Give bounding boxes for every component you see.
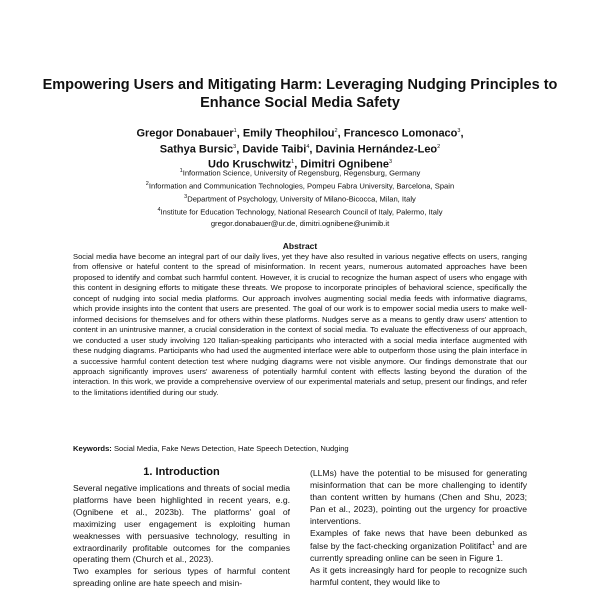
affiliation-mark: 2 <box>334 128 338 134</box>
affiliation-number: 3 <box>184 194 188 201</box>
affiliation-mark: 4 <box>306 143 310 150</box>
left-column <box>73 483 290 600</box>
affiliation-text: Department of Psychology, University of Milano-Bicocca, Milan, Italy <box>187 194 416 204</box>
section-heading-introduction: 1. Introduction <box>143 466 220 478</box>
affiliation-text: Institute for Education Technology, National Research Council of Italy, Palermo, Italy <box>160 207 443 217</box>
author-emails: gregor.donabauer@ur.de, dimitri.ognibene@unimib.it <box>210 218 390 228</box>
affiliation <box>40 179 560 192</box>
affiliation-number: 4 <box>157 207 161 214</box>
paper-title: Empowering Users and Mitigating Harm: Leveraging Nudging Principles to Enhance Social Media Safety <box>42 77 558 111</box>
author: Emily Theophilou <box>242 127 335 140</box>
affiliation-text: Information and Communication Technologies, Pompeu Fabra University, Barcelona, Spain <box>148 181 455 191</box>
affiliation-mark: 2 <box>437 143 441 150</box>
paragraph <box>310 528 527 566</box>
author: Udo Kruschwitz <box>208 158 292 171</box>
abstract-heading: Abstract <box>282 241 318 251</box>
author: Davinia Hernández-Leo <box>315 143 438 156</box>
author-list: Gregor Donabauer$^1$, Emily Theophilou$^2$, Francesco Lomonaco$^3$, Sathya Bursic$^3$, Davide Taibi$^4$, Davinia Hernández-Leo$^2$ Udo Kruschwitz$^1$, Dimitri Ognibene$^3$ <box>136 127 464 171</box>
right-column <box>310 468 527 600</box>
affiliation-text: Information Science, University of Regensburg, Regensburg, Germany <box>182 168 421 178</box>
affiliation-number: 2 <box>145 181 149 188</box>
paragraph: Two examples for serious types of harmful content spreading online are hate speech and misin- <box>73 566 290 589</box>
keywords <box>73 444 527 453</box>
author: Francesco Lomonaco <box>343 127 458 140</box>
paragraph: As it gets increasingly hard for people to recognize such harmful content, they would like to <box>310 565 527 588</box>
affiliation-mark: 1 <box>291 159 295 166</box>
affiliation-mark: 3 <box>233 143 237 150</box>
affiliation <box>40 205 560 218</box>
affiliation-mark: 1 <box>233 128 237 134</box>
author: Gregor Donabauer <box>136 127 234 140</box>
author: Dimitri Ognibene <box>300 158 389 171</box>
paragraph-text: and are currently spreading online can be seen in Figure 1. <box>310 541 527 564</box>
abstract-text: Social media have become an integral part of our daily lives, yet they have also resulted in various negative effects on users, ranging from offensive or hateful content to the spread of misinformation. In recent years, numerous automated approaches have been proposed to identify and combat such harmful content. However, it is crucial to recognize the human aspect of users who engage with this content in designing efforts to mitigate these threats. We propose to incorporate principles of behavioral science, specifically the concept of nudging into social media platforms. Our approach involves augmenting social media feeds with informative diagrams, which provide insights into the content that users are presented. The goal of our work is to empower social media users to make well-informed decisions for themselves and for others within these platforms. Nudges serve as a means to gently draw users' attention to content in an unintrusive manner, a crucial consideration in the context of social media. To evaluate the effectiveness of our approach, we conducted a user study involving 120 Italian-speaking participants who interacted with a social media interface augmented with these nudging diagrams. Participants who had used the augmented interface were able to outperform those using the plain interface in a successive harmful content detection test where nudging diagrams were not visible anymore. Our findings demonstrate that our approach significantly improves users' awareness of potentially harmful content with effects lasting beyond the duration of the interaction. In this work, we provide a comprehensive overview of our experimental materials and setup, present our findings, and refer to the limitations identified during our study. <box>73 252 527 397</box>
keywords-label: Keywords: <box>73 444 112 453</box>
keywords-text: Social Media, Fake News Detection, Hate Speech Detection, Nudging <box>113 444 349 453</box>
affiliation <box>40 166 560 179</box>
footnote-mark: 1 <box>492 541 496 548</box>
author: Sathya Bursic <box>159 143 234 156</box>
affiliation-mark: 3 <box>457 128 461 134</box>
paragraph-text: Examples of fake news that have been debunked as false by the fact-checking organization Politifact <box>310 527 527 552</box>
author: Davide Taibi <box>242 143 307 156</box>
affiliations <box>40 166 560 229</box>
paragraph: Several negative implications and threats of social media platforms have been highlighted in recent years, e.g. (Ognibene et al., 2023b). The platforms' goal of maximizing user engagement is exploiting human weaknesses with persuasive technology, resulting in extraordinarily profitable outcomes for the companies operating them (Church et al., 2023). <box>73 483 290 565</box>
affiliation-mark: 3 <box>388 159 392 166</box>
affiliation <box>40 192 560 205</box>
affiliation-number: 1 <box>179 168 183 174</box>
paragraph: (LLMs) have the potential to be misused for generating misinformation that can be more challenging to identify than content written by humans (Chen and Shu, 2023; Pan et al., 2023), pointing out the urgency for proactive interventions. <box>310 468 527 526</box>
